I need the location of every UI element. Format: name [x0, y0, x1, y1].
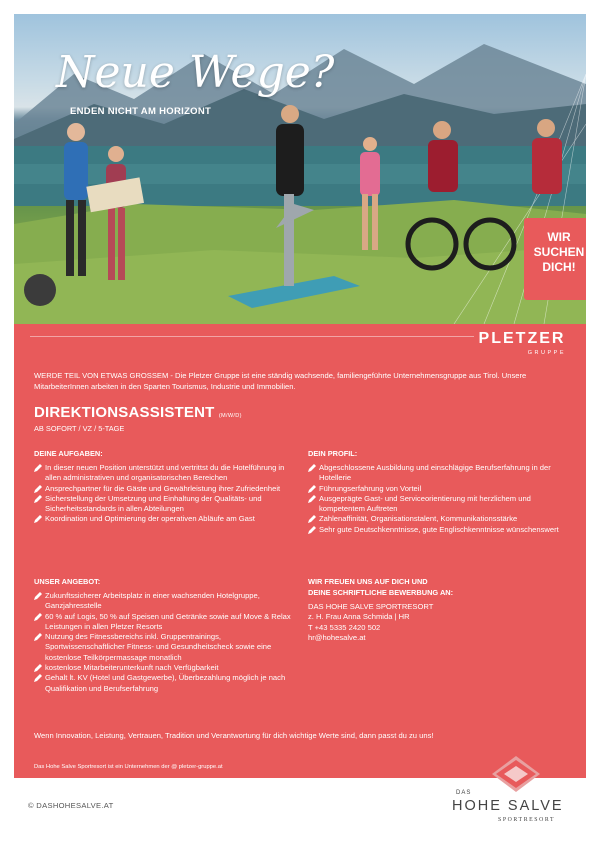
- offer-section: [34, 576, 292, 694]
- badge-line-1: WIR: [547, 230, 571, 244]
- list-item: [34, 632, 292, 663]
- contact-company: DAS HOHE SALVE SPORTRESORT: [308, 602, 434, 611]
- pletzer-logo: [472, 330, 572, 356]
- list-item-text: Führungserfahrung von Vorteil: [319, 483, 422, 493]
- pencil-icon: [34, 633, 42, 641]
- contact-person: z. H. Frau Anna Schmida | HR: [308, 612, 410, 622]
- list-item-text: Sehr gute Deutschkenntnisse, gute Englischkenntnisse wünschenswert: [319, 524, 559, 534]
- closing-text: Wenn Innovation, Leistung, Vertrauen, Tradition und Verantwortung für dich wichtige Werte sind, dann passt du zu uns!: [34, 731, 434, 740]
- application-section: [308, 576, 566, 643]
- logo-das: DAS: [456, 790, 472, 796]
- website-link[interactable]: © DASHOHESALVE.AT: [28, 801, 114, 810]
- list-item-text: Zukunftssicherer Arbeitsplatz in einer wachsenden Hotelgruppe, Ganzjahresstelle: [45, 591, 260, 611]
- brand-sub: GRUPPE: [527, 350, 566, 356]
- offer-list: [34, 591, 292, 694]
- pencil-icon: [34, 613, 42, 621]
- list-item-text: Sicherstellung der Umsetzung und Einhaltung der Qualitäts- und Sicherheitsstandards in allen Abteilungen: [45, 493, 262, 514]
- list-item: [34, 591, 292, 612]
- list-item: [34, 612, 292, 633]
- tasks-heading: DEINE AUFGABEN:: [34, 449, 103, 458]
- hero-image: [14, 14, 586, 324]
- profile-list: [308, 463, 566, 535]
- application-heading-line-1: WIR FREUEN UNS AUF DICH UND: [308, 577, 428, 586]
- pencil-icon: [34, 674, 42, 682]
- contact-email-link[interactable]: hr@hohesalve.at: [308, 632, 366, 642]
- diamond-icon: [452, 754, 580, 794]
- logo-name: HOHE SALVE: [452, 798, 564, 814]
- list-item: [308, 484, 566, 494]
- job-meta: AB SOFORT / VZ / 5-TAGE: [34, 424, 125, 433]
- list-item: [308, 494, 566, 515]
- list-item: [308, 514, 566, 524]
- offer-heading: UNSER ANGEBOT:: [34, 577, 101, 586]
- list-item-text: In dieser neuen Position unterstützt und vertrittst du die Hotelführung in allen administrativen und organisatorischen Bereichen: [45, 463, 285, 483]
- list-item-text: Nutzung des Fitnessbereichs inkl. Gruppentrainings, Sportwissenschaftlicher Fitness- und Gesundheitscheck sowie eine kostenlose Teilkörpermassage monatlich: [45, 632, 272, 662]
- hero-headline: Neue Wege?: [56, 47, 335, 98]
- pencil-icon: [34, 664, 42, 672]
- hero-subheadline: ENDEN NICHT AM HORIZONT: [70, 106, 212, 117]
- pencil-icon: [308, 526, 316, 534]
- contact-phone: T +43 5335 2420 502: [308, 622, 381, 632]
- list-item: [308, 463, 566, 484]
- job-gender: (M/W/D): [218, 413, 242, 419]
- list-item: [34, 673, 292, 694]
- pencil-icon: [308, 464, 316, 472]
- list-item: [34, 484, 292, 494]
- list-item: [34, 514, 292, 524]
- badge-line-2: SUCHEN: [533, 245, 585, 259]
- pencil-icon: [34, 485, 42, 493]
- pencil-icon: [308, 495, 316, 503]
- pencil-icon: [34, 464, 42, 472]
- list-item: [308, 525, 566, 535]
- pencil-icon: [34, 592, 42, 600]
- job-panel: [14, 324, 586, 778]
- job-title: [34, 404, 242, 421]
- list-item-text: Abgeschlossene Ausbildung und einschlägige Berufserfahrung in der Hotellerie: [319, 463, 551, 483]
- list-item-text: Koordination und Optimierung der operativen Abläufe am Gast: [45, 514, 255, 524]
- pencil-icon: [308, 515, 316, 523]
- footnote: Das Hohe Salve Sportresort ist ein Unternehmen der @ pletzer-gruppe.at: [34, 764, 223, 770]
- badge-line-3: DICH!: [542, 260, 576, 274]
- logo-sub: SPORTRESORT: [498, 817, 556, 823]
- tasks-section: [34, 448, 292, 525]
- list-item: [34, 663, 292, 673]
- pencil-icon: [34, 495, 42, 503]
- application-heading: [308, 576, 566, 598]
- brand-name: PLETZER: [478, 330, 566, 347]
- list-item-text: 60 % auf Logis, 50 % auf Speisen und Getränke sowie auf Move & Relax Leistungen in allen Pletzer Resorts: [45, 611, 291, 631]
- list-item: [34, 494, 292, 515]
- intro-text: WERDE TEIL VON ETWAS GROSSEM - Die Pletzer Gruppe ist eine ständig wachsende, familiengeführte Unternehmensgruppe aus Tirol. Unsere MitarbeiterInnen arbeiten in den Sparten Tourismus, Industrie und Immobilien.: [34, 371, 527, 391]
- profile-section: [308, 448, 566, 535]
- hiring-badge: [524, 218, 586, 300]
- hohe-salve-logo: [452, 754, 580, 832]
- job-title-text: DIREKTIONSASSISTENT: [34, 404, 215, 421]
- list-item-text: Gehalt lt. KV (Hotel und Gastgewerbe), Überbezahlung möglich je nach Qualifikation und Berufserfahrung: [45, 673, 286, 693]
- application-heading-line-2: DEINE SCHRIFTLICHE BEWERBUNG AN:: [308, 588, 454, 597]
- pencil-icon: [308, 485, 316, 493]
- list-item-text: Ansprechpartner für die Gäste und Gewährleistung ihrer Zufriedenheit: [45, 483, 281, 493]
- tasks-list: [34, 463, 292, 525]
- list-item-text: Zahlenaffinität, Organisationstalent, Kommunikationsstärke: [319, 514, 518, 524]
- list-item: [34, 463, 292, 484]
- list-item-text: Ausgeprägte Gast- und Serviceorientierung mit herzlichem und kompetentem Auftreten: [319, 493, 531, 514]
- list-item-text: kostenlose Mitarbeiterunterkunft nach Verfügbarkeit: [45, 663, 219, 673]
- divider-line: [30, 336, 474, 337]
- pencil-icon: [34, 515, 42, 523]
- profile-heading: DEIN PROFIL:: [308, 449, 358, 458]
